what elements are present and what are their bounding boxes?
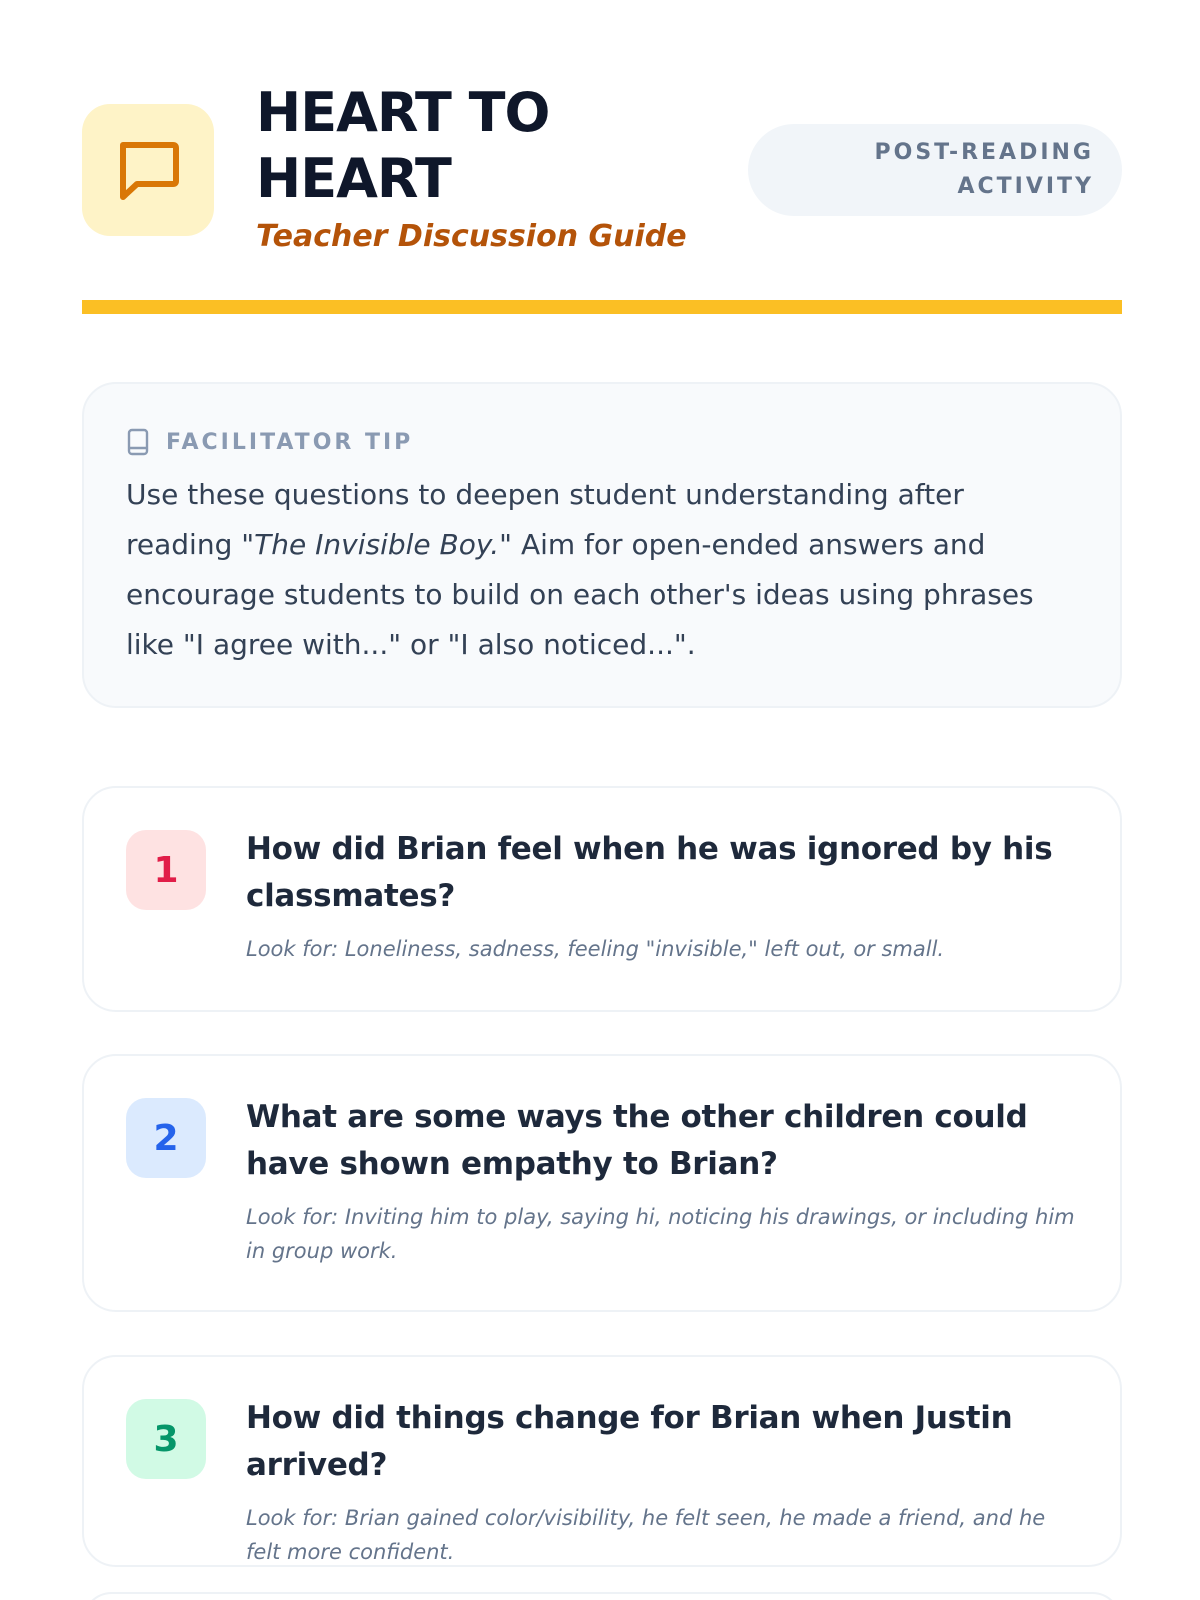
tip-label: FACILITATOR TIP <box>166 429 414 455</box>
question-hint: Look for: Brian gained color/visibility, he felt seen, he made a friend, and he felt more confident. <box>246 1506 1046 1564</box>
tip-header <box>126 422 1078 462</box>
tip-body-intro: Use these questions to deepen student understanding after reading <box>126 478 964 561</box>
question-number-badge: 3 <box>126 1399 206 1479</box>
activity-badge-line-2: ACTIVITY <box>957 174 1094 199</box>
question-text: How did things change for Brian when Justin arrived? <box>246 1400 1013 1483</box>
page-title <box>256 80 736 212</box>
logo-box <box>82 104 214 236</box>
header <box>82 80 1122 270</box>
book-title: "The Invisible Boy." <box>241 528 513 561</box>
activity-badge-line-1: POST-READING <box>874 140 1094 165</box>
question-content <box>246 1395 1086 1569</box>
question-card <box>82 1054 1122 1312</box>
question-number-badge: 2 <box>126 1098 206 1178</box>
question-card <box>82 786 1122 1012</box>
question-text: How did Brian feel when he was ignored by his classmates? <box>246 831 1053 914</box>
activity-badge <box>748 124 1122 216</box>
question-hint: Look for: Inviting him to play, saying hi, noticing his drawings, or including him in group work. <box>246 1205 1075 1263</box>
question-hint: Look for: Loneliness, sadness, feeling "invisible," left out, or small. <box>246 937 945 961</box>
question-card-partial <box>82 1592 1122 1600</box>
page-subtitle: Teacher Discussion Guide <box>256 219 687 254</box>
tip-body <box>126 470 1078 670</box>
question-number-badge: 1 <box>126 830 206 910</box>
speech-bubble-icon <box>113 135 183 205</box>
title-block <box>256 80 736 256</box>
tip-body-rest: Aim for open-ended answers and encourage students to build on each other's ideas using phrases like "I agree with..." or "I also noticed...". <box>126 528 1034 661</box>
question-content <box>246 1094 1086 1268</box>
question-content <box>246 826 1086 966</box>
page-title-line-2: HEART <box>256 147 451 210</box>
book-icon <box>126 428 152 456</box>
question-text: What are some ways the other children could have shown empathy to Brian? <box>246 1099 1028 1182</box>
facilitator-tip-card <box>82 382 1122 708</box>
page-title-line-1: HEART TO <box>256 81 550 144</box>
header-divider <box>82 300 1122 314</box>
question-card <box>82 1355 1122 1567</box>
